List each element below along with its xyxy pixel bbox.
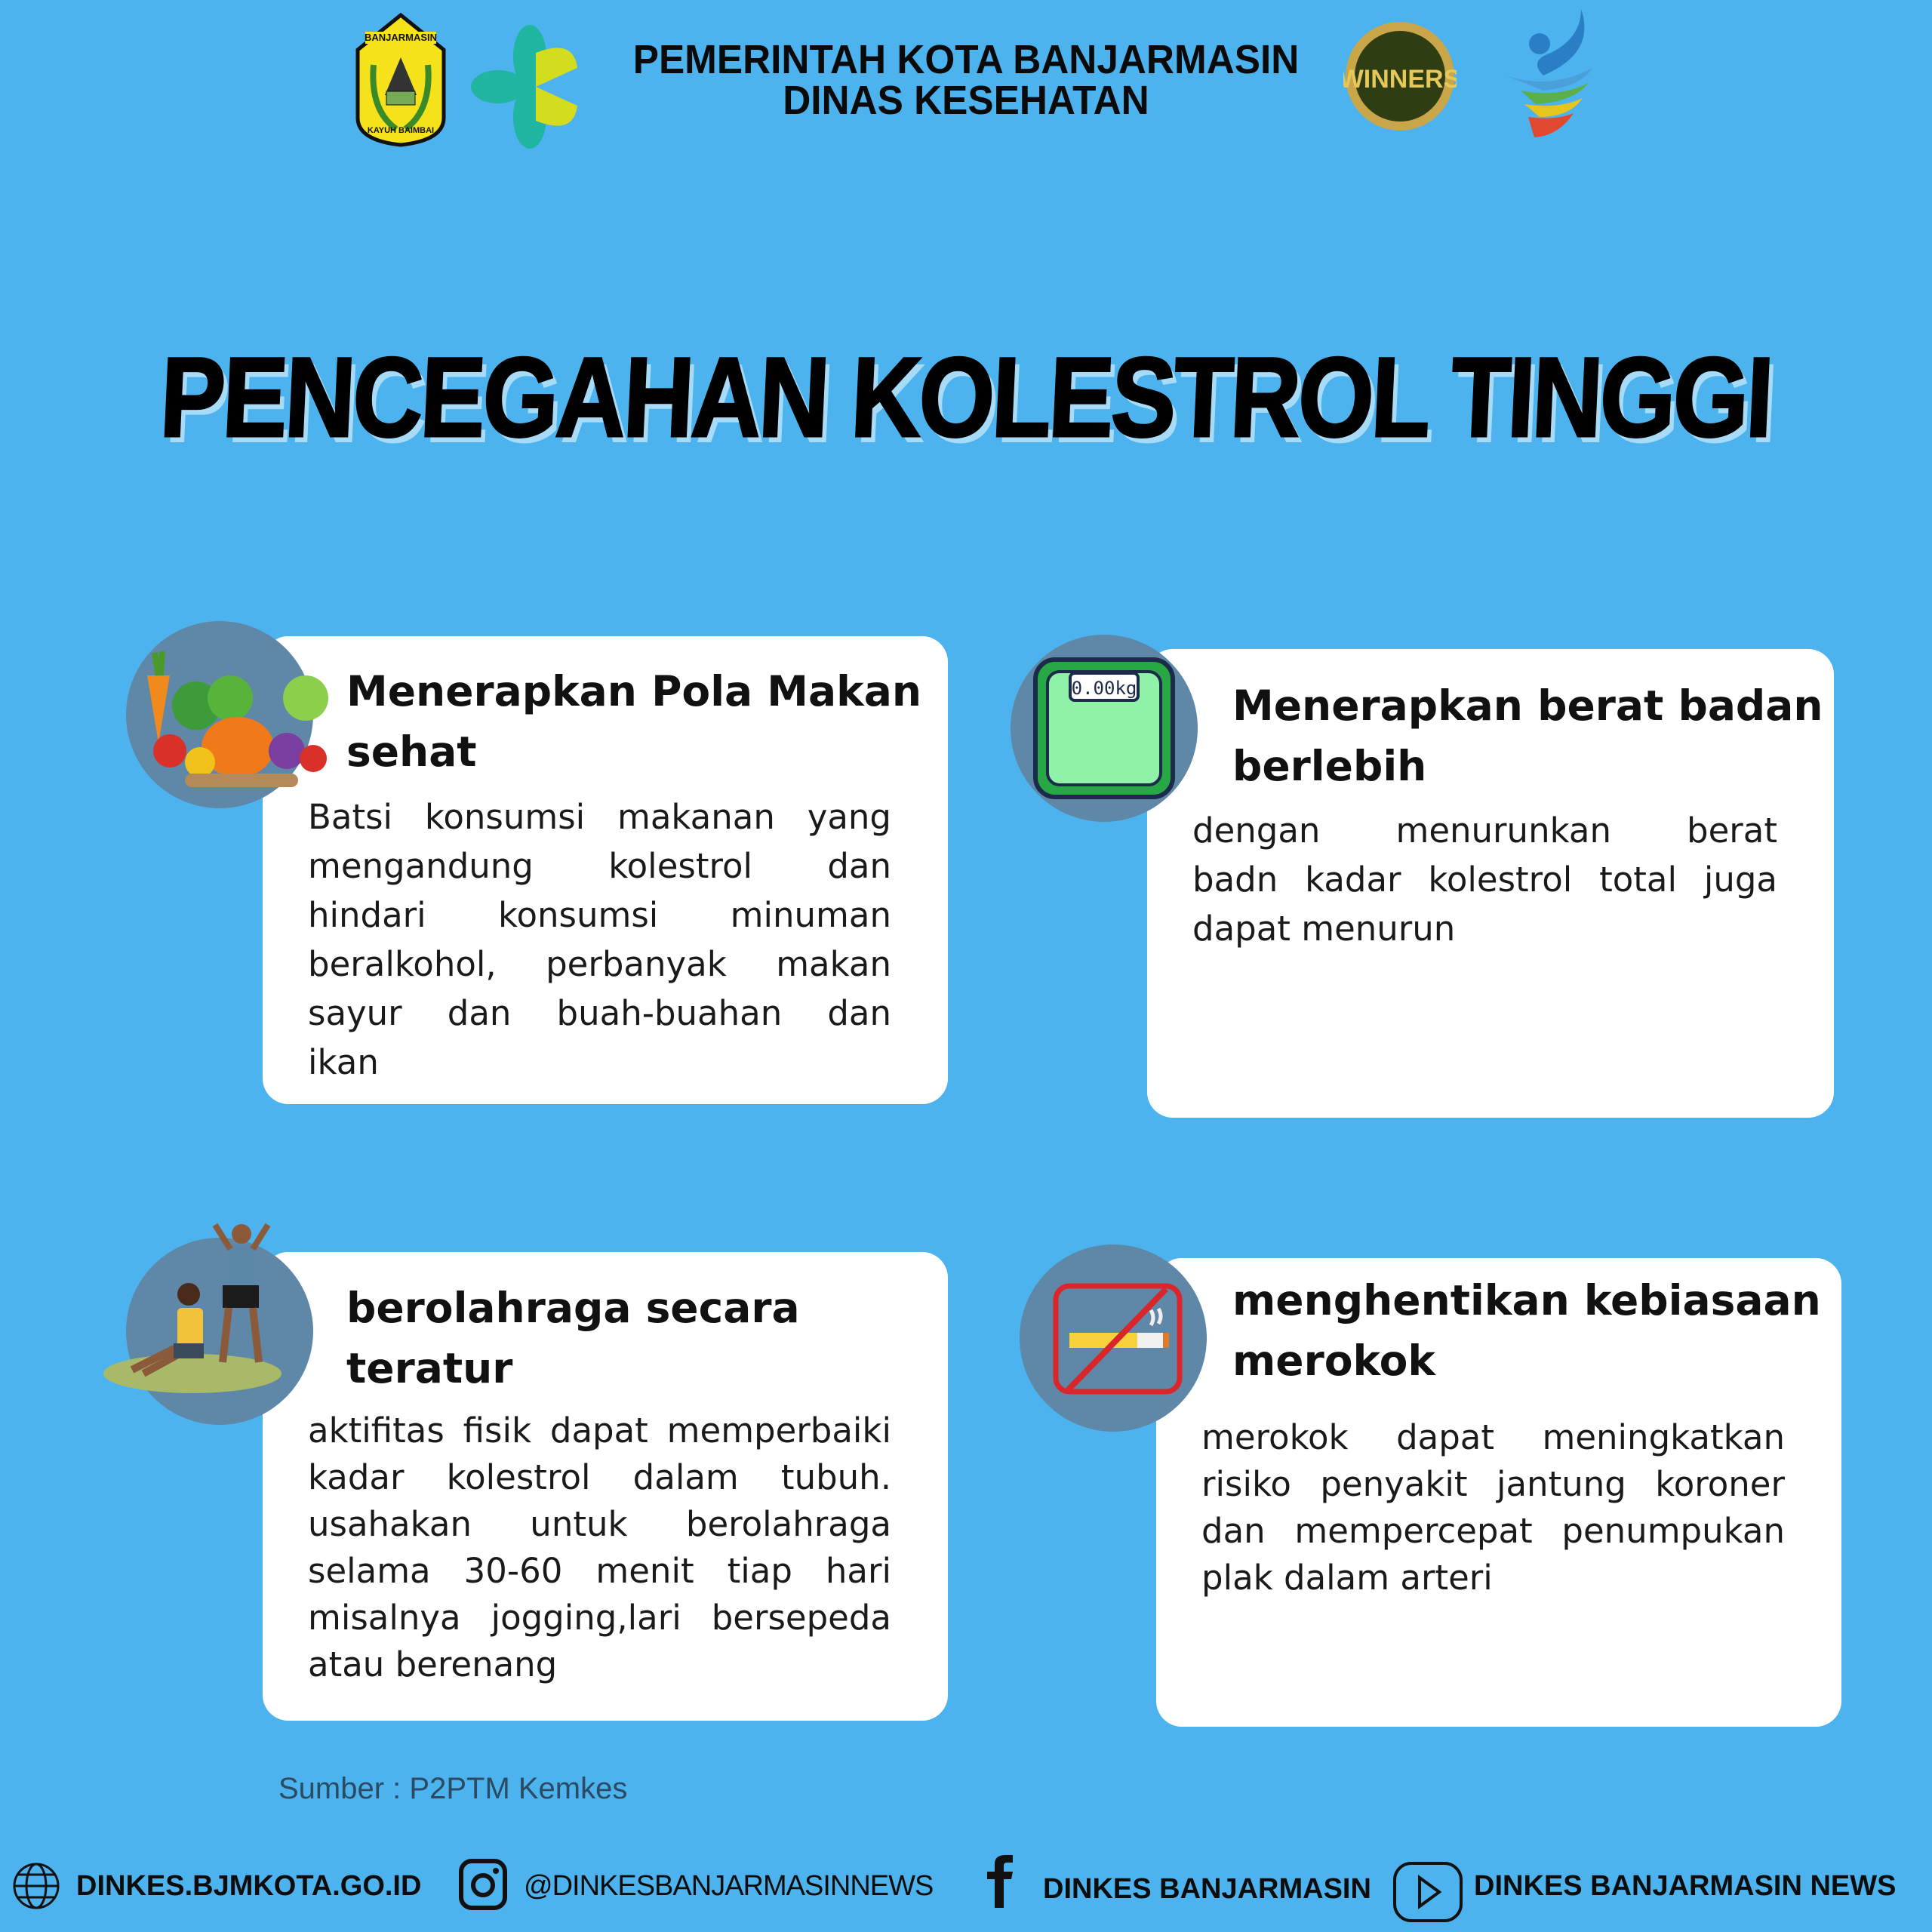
card-1-title-line: sehat xyxy=(346,728,477,776)
facebook-icon xyxy=(986,1854,1014,1908)
card-4-body-line: plak dalam arteri xyxy=(1201,1558,1493,1598)
card-4-title-line: merokok xyxy=(1232,1337,1435,1385)
card-3-body-line: atau berenang xyxy=(308,1644,558,1684)
card-4-body xyxy=(1201,1414,1785,1601)
card-2-title-line: Menerapkan berat badan xyxy=(1232,681,1823,730)
header-line-1: PEMERINTAH KOTA BANJARMASIN xyxy=(632,37,1300,82)
card-4-body-line: risiko penyakit jantung koroner xyxy=(1201,1464,1785,1504)
footer-youtube-link[interactable]: DINKES BANJARMASIN NEWS xyxy=(1474,1870,1897,1902)
no-smoking-icon xyxy=(1053,1283,1183,1395)
card-3-title-line: teratur xyxy=(346,1344,513,1392)
scale-readout: 0.00kg xyxy=(1071,678,1137,699)
globe-icon xyxy=(12,1861,60,1911)
exercise-icon xyxy=(102,1219,291,1396)
card-1-title xyxy=(346,661,921,782)
card-1-title-line: Menerapkan Pola Makan xyxy=(346,667,921,715)
card-3-body-line: selama 30-60 menit tiap hari xyxy=(308,1551,891,1591)
card-2-body xyxy=(1192,806,1777,953)
card-3-body-line: kadar kolestrol dalam tubuh. xyxy=(308,1457,891,1497)
card-4-body-line: dan mempercepat penumpukan xyxy=(1201,1511,1785,1551)
card-3-body xyxy=(308,1407,891,1688)
header-organization xyxy=(608,39,1324,121)
card-1-body-line: ikan xyxy=(308,1042,379,1082)
vegetables-icon xyxy=(125,645,347,796)
youtube-icon xyxy=(1392,1861,1463,1923)
instagram-icon xyxy=(458,1858,508,1911)
card-3-body-line: usahakan untuk berolahraga xyxy=(308,1504,891,1544)
card-1-body-line: beralkohol, perbanyak makan xyxy=(308,944,891,984)
card-2-title-line: berlebih xyxy=(1232,742,1427,790)
the-winners-badge xyxy=(1343,20,1457,133)
card-2-title xyxy=(1232,675,1823,796)
card-1-body-line: sayur dan buah-buahan dan xyxy=(308,993,891,1033)
card-3-body-line: misalnya jogging,lari bersepeda xyxy=(308,1598,891,1638)
card-1-body xyxy=(308,792,891,1087)
footer-facebook-link[interactable]: DINKES BANJARMASIN xyxy=(1043,1873,1371,1905)
card-3-body-line: aktifitas fisik dapat memperbaiki xyxy=(308,1411,891,1451)
card-4-body-line: merokok dapat meningkatkan xyxy=(1201,1417,1785,1457)
card-1-body-line: Batsi konsumsi makanan yang xyxy=(308,797,891,837)
svg-text:KAYUH BAIMBAI: KAYUH BAIMBAI xyxy=(367,126,435,135)
kemenkes-logo xyxy=(468,23,589,151)
card-1-body-line: hindari konsumsi minuman xyxy=(308,895,891,935)
card-1-body-line: mengandung kolestrol dan xyxy=(308,846,891,886)
card-2-body-line: badn kadar kolestrol total juga xyxy=(1192,860,1777,900)
svg-text:BANJARMASIN: BANJARMASIN xyxy=(364,32,438,43)
svg-text:WINNERS: WINNERS xyxy=(1343,65,1457,94)
card-4-title-line: menghentikan kebiasaan xyxy=(1232,1276,1821,1324)
card-4-title xyxy=(1232,1270,1821,1391)
health-figure-logo xyxy=(1498,8,1611,143)
card-3-title-line: berolahraga secara xyxy=(346,1284,800,1332)
card-2-body-line: dapat menurun xyxy=(1192,909,1456,949)
footer-instagram-link[interactable]: @DINKESBANJARMASINNEWS xyxy=(524,1870,934,1902)
weight-scale-icon xyxy=(1032,657,1176,800)
footer-website-link[interactable]: DINKES.BJMKOTA.GO.ID xyxy=(76,1870,422,1902)
card-2-body-line: dengan menurunkan berat xyxy=(1192,811,1777,851)
source-note: Sumber : P2PTM Kemkes xyxy=(278,1772,628,1805)
card-3-title xyxy=(346,1278,800,1398)
banjarmasin-city-emblem xyxy=(355,12,447,148)
page-title-text: PENCEGAHAN KOLESTROL TINGGI xyxy=(158,334,1774,460)
header-line-2: DINAS KESEHATAN xyxy=(783,78,1149,123)
page-title xyxy=(0,332,1932,463)
